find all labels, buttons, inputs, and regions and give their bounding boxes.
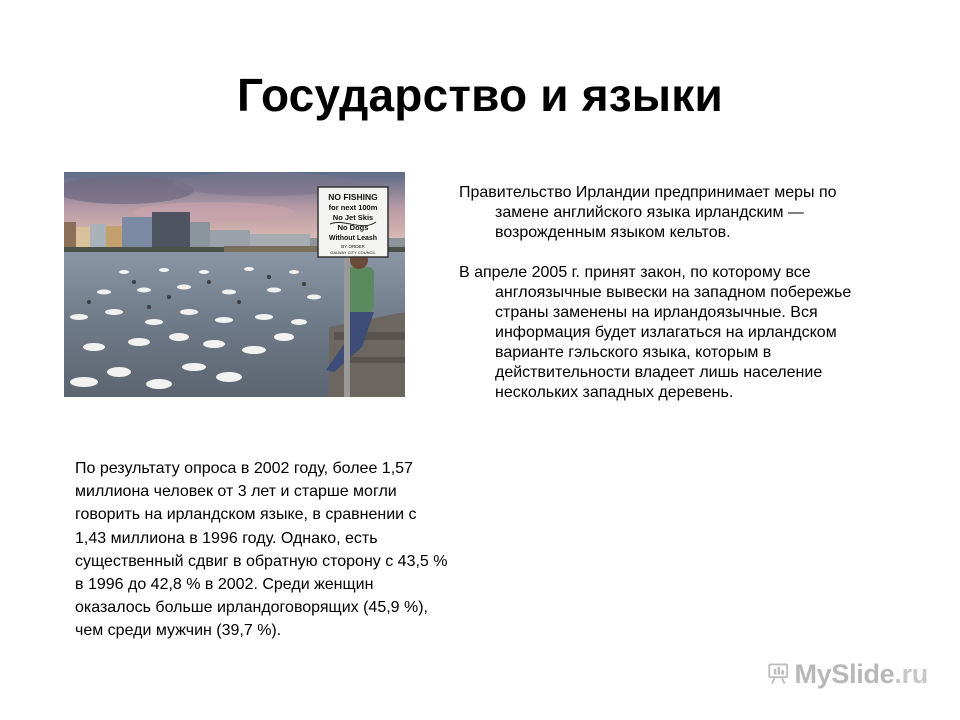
left-text-block xyxy=(75,457,450,643)
paragraph-signs-law: В апреле 2005 г. принят закон, по которому все англоязычные вывески на западном побережье страны заменены на ирландоязычные. Вся информация будет излагаться на ирландском варианте гэльского языка, которым в действительности владеет лишь население нескольких западных деревень. xyxy=(459,264,852,401)
watermark-text xyxy=(794,659,928,690)
watermark-suffix: .ru xyxy=(894,658,928,689)
paragraph-survey-results: По результату опроса в 2002 году, более 1,57 миллиона человек от 3 лет и старше могли говорить на ирландском языке, в сравнении с 1,43 миллиона в 1996 году. Однако, есть существенный сдвиг в обратную сторону с 43,5 % в 1996 до 42,8 % в 2002. Среди женщин оказалось больше ирландоговорящих (45,9 %), чем среди мужчин (39,7 %). xyxy=(75,460,448,640)
slide-title: Государство и языки xyxy=(237,69,723,121)
sign-line-3: No Jet Skis xyxy=(332,213,374,222)
sign-line-1: NO FISHING xyxy=(328,192,378,202)
sign-line-4: No Dogs xyxy=(337,223,369,232)
sign-line-7: GALWAY CITY COUNCIL xyxy=(330,250,376,255)
watermark-main: MySlide xyxy=(794,658,895,689)
swans-photo xyxy=(64,172,405,397)
sign-line-2: for next 100m xyxy=(328,203,378,212)
paragraph-government-measures: Правительство Ирландии предпринимает меры по замене английского языка ирландским — возрожденным языком кельтов. xyxy=(459,184,837,241)
myslide-watermark xyxy=(768,656,928,692)
presentation-board-icon xyxy=(768,657,788,691)
sign-line-6: BY ORDER xyxy=(341,244,365,249)
right-text-block xyxy=(459,183,859,423)
sign-line-5: Without Leash xyxy=(328,235,378,242)
